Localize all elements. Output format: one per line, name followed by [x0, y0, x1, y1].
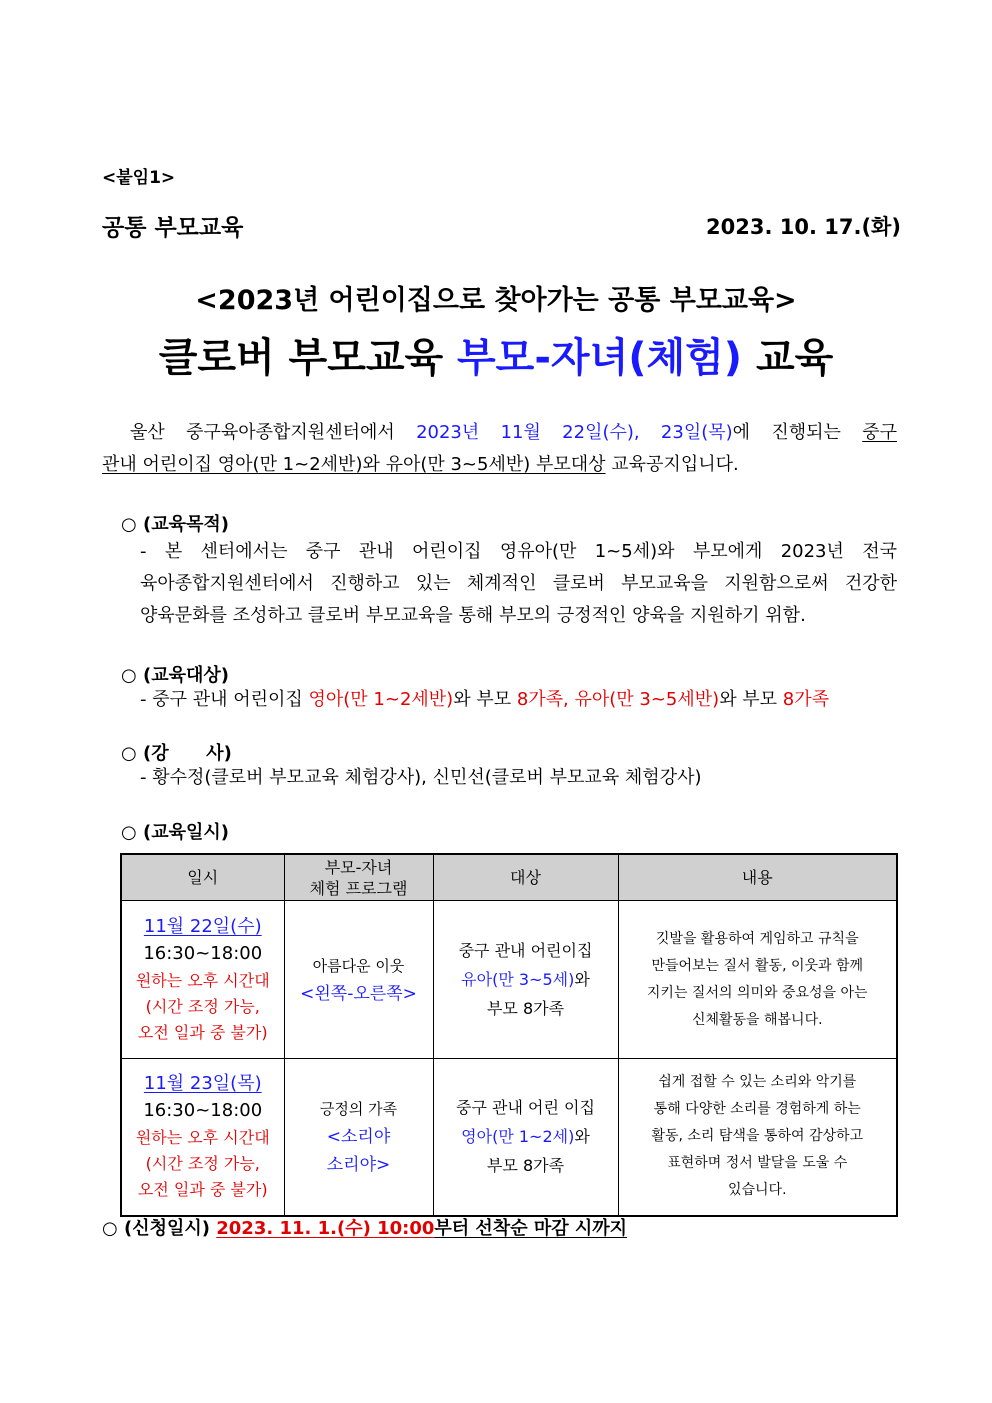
- row-note-1: 원하는 오후 시간대: [135, 970, 270, 990]
- target-families: 8가족: [782, 689, 830, 710]
- purpose-line-2: 육아종합지원센터에서 진행하고 있는 체계적인 클로버 부모교육을 지원함으로써 건강한: [140, 573, 897, 594]
- row-target-age: 유아(만 3~5세): [461, 970, 575, 989]
- row-content-1: 깃발을 활용하여 게임하고 규칙을: [655, 930, 859, 947]
- row-time: 16:30~18:00: [143, 1099, 263, 1121]
- purpose-heading: ○ (교육목적): [121, 514, 229, 535]
- target-text-1: - 중구 관내 어린이집: [140, 689, 309, 710]
- header-date: 2023. 10. 17.(화): [706, 215, 901, 239]
- main-title-prefix: 클로버 부모교육: [158, 335, 458, 381]
- header-date: 일시: [121, 854, 284, 901]
- main-title: [0, 326, 992, 383]
- header-content: 내용: [618, 854, 897, 901]
- row-content-cell: [618, 901, 897, 1059]
- row-target-2: [438, 965, 614, 994]
- intro-dates: 2023년 11월 22일(수), 23일(목): [416, 422, 733, 443]
- intro-text-3: 교육공지입니다.: [605, 454, 739, 475]
- row-date: 11월 22일(수): [143, 915, 262, 937]
- row-target-cell: [433, 901, 618, 1059]
- schedule-heading: ○ (교육일시): [121, 822, 229, 843]
- header-program-line2: 체험 프로그램: [309, 878, 408, 898]
- row-note-3: 오전 일과 중 불가): [137, 1179, 268, 1199]
- row-date-cell: [121, 1059, 284, 1216]
- target-text-3: 와 부모: [719, 689, 783, 710]
- row-target-cell: [433, 1059, 618, 1216]
- row-program-cell: [284, 1059, 433, 1216]
- row-note-3: 오전 일과 중 불가): [137, 1022, 268, 1042]
- row-content-4: 신체활동을 해봅니다.: [691, 1011, 823, 1028]
- instructor-line: - 황수정(클로버 부모교육 체험강사), 신민선(클로버 부모교육 체험강사): [140, 767, 702, 788]
- target-toddler: 8가족, 유아(만 3~5세반): [516, 689, 720, 710]
- intro-line-1: [102, 417, 897, 449]
- instructor-heading: ○ (강 사): [121, 743, 232, 764]
- row-target-3: 부모 8가족: [486, 1156, 565, 1176]
- intro-target-1: 중구: [862, 422, 897, 443]
- intro-line-2: [102, 449, 897, 481]
- schedule-table: [120, 853, 898, 1217]
- row-target-1: 중구 관내 어린 이집: [456, 1098, 595, 1118]
- header-target: 대상: [433, 854, 618, 901]
- row-content-5: 있습니다.: [727, 1182, 787, 1199]
- row-content-cell: [618, 1059, 897, 1216]
- intro-target-2: 관내 어린이집 영아(만 1~2세반)와 유아(만 3~5세반) 부모대상: [102, 454, 606, 475]
- row-target-suffix: 와: [574, 970, 590, 989]
- row-date-cell: [121, 901, 284, 1059]
- target-line: [140, 684, 829, 716]
- row-content-4: 표현하며 정서 발달을 도울 수: [667, 1155, 848, 1172]
- row-content-1: 쉽게 접할 수 있는 소리와 악기를: [658, 1074, 857, 1091]
- target-heading: ○ (교육대상): [121, 665, 229, 686]
- row-target-suffix: 와: [574, 1127, 590, 1147]
- row-content-3: 지키는 질서의 의미와 중요성을 아는: [646, 984, 868, 1001]
- application-line: [102, 1215, 627, 1243]
- application-rest: 부터 선착순 마감 시까지: [434, 1218, 628, 1239]
- application-date: 2023. 11. 1.(수) 10:00: [216, 1218, 435, 1239]
- header-program: [284, 854, 433, 901]
- main-title-suffix: 교육: [742, 335, 834, 381]
- row-target-1: 중구 관내 어린이집: [458, 941, 593, 960]
- row-content-2: 통해 다양한 소리를 경험하게 하는: [653, 1101, 861, 1118]
- row-target-2: [438, 1122, 614, 1151]
- row-date: 11월 23일(목): [143, 1072, 262, 1094]
- row-note-1: 원하는 오후 시간대: [135, 1127, 270, 1147]
- application-heading: ○ (신청일시): [102, 1218, 217, 1239]
- row-target-3: 부모 8가족: [486, 999, 565, 1018]
- header-program-line1: 부모-자녀: [324, 857, 393, 877]
- intro-text-1: 울산 중구육아종합지원센터에서: [130, 422, 417, 443]
- purpose-line-1: - 본 센터에서는 중구 관내 어린이집 영유아(만 1~5세)와 부모에게 2023년 전국: [140, 541, 897, 562]
- attachment-label: <붙임1>: [102, 168, 176, 188]
- row-program-sub-1: <소리야: [326, 1126, 391, 1147]
- row-content-2: 만들어보는 질서 활동, 이웃과 함께: [651, 957, 864, 974]
- row-program-sub-2: 소리야>: [326, 1154, 391, 1175]
- row-note-2: (시간 조정 가능,: [145, 996, 260, 1016]
- table-row: [121, 1059, 897, 1216]
- row-program-name: 긍정의 가족: [319, 1099, 398, 1118]
- header-category: 공통 부모교육: [102, 215, 244, 241]
- row-time: 16:30~18:00: [143, 942, 263, 964]
- target-text-2: 와 부모: [453, 689, 517, 710]
- target-infant: 영아(만 1~2세반): [308, 689, 454, 710]
- purpose-line-3: 양육문화를 조성하고 클로버 부모교육을 통해 부모의 긍정적인 양육을 지원하기 위함.: [140, 605, 806, 626]
- main-title-highlight: 부모-자녀(체험): [457, 335, 743, 381]
- row-target-age: 영아(만 1~2세): [461, 1127, 575, 1147]
- row-program-name: 아름다운 이웃: [312, 956, 405, 975]
- row-program-cell: [284, 901, 433, 1059]
- row-content-3: 활동, 소리 탐색을 통하여 감상하고: [651, 1128, 864, 1145]
- table-row: [121, 901, 897, 1059]
- intro-text-2: 에 진행되는: [732, 422, 863, 443]
- schedule-header-row: [121, 854, 897, 901]
- subtitle: <2023년 어린이집으로 찾아가는 공통 부모교육>: [195, 285, 797, 316]
- row-note-2: (시간 조정 가능,: [145, 1153, 260, 1173]
- row-program-sub-1: <왼쪽-오른쪽>: [300, 983, 417, 1004]
